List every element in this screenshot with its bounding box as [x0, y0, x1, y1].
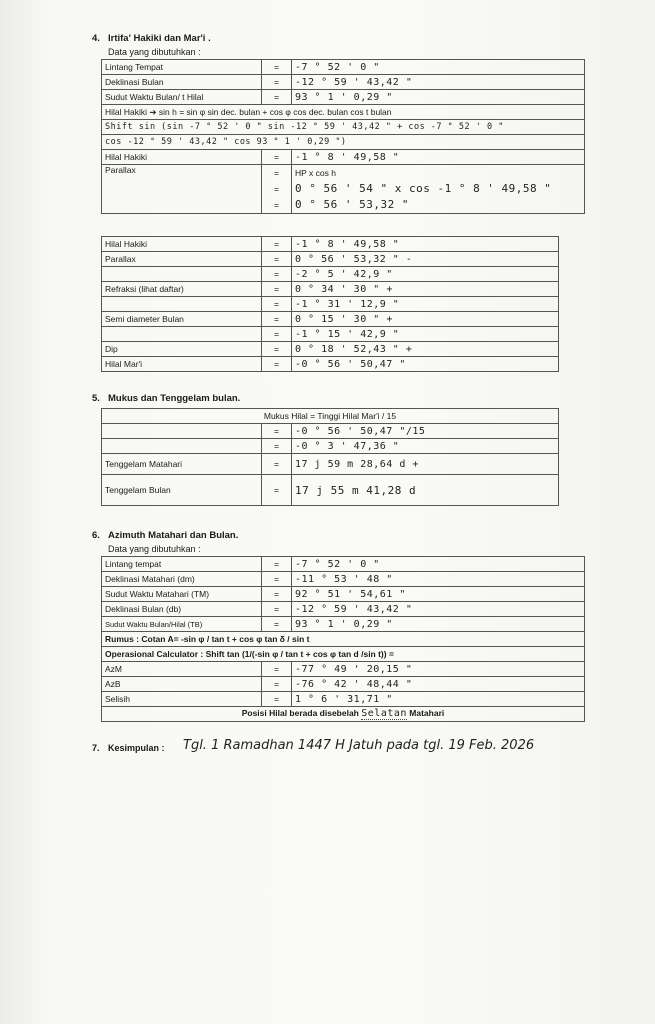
- handwritten-value: 0 ° 15 ' 30 " +: [292, 312, 559, 327]
- table-row: = -2 ° 5 ' 42,9 ": [102, 267, 559, 282]
- row-label: Lintang Tempat: [102, 60, 262, 75]
- mukus-formula: Mukus Hilal = Tinggi Hilal Mar'i / 15: [102, 409, 559, 424]
- table-row: = 0 ° 56 ' 53,32 ": [102, 197, 585, 214]
- handwritten-value: 17 j 55 m 41,28 d: [292, 475, 559, 506]
- table-row: Dip = 0 ° 18 ' 52,43 " +: [102, 342, 559, 357]
- section-4-title: 4. Irtifa' Hakiki dan Mar'i .: [92, 33, 211, 44]
- handwritten-value: 0 ° 56 ' 53,32 " -: [292, 252, 559, 267]
- handwritten-value: 17 j 59 m 28,64 d +: [292, 454, 559, 475]
- formula-row: Hilal Hakiki ➔ sin h = sin φ sin dec. bulan + cos φ cos dec. bulan cos t bulan: [102, 105, 585, 120]
- row-label: Sudut Waktu Bulan/ t Hilal: [102, 90, 262, 105]
- opcalc-row: Operasional Calculator : Shift tan (1/(-sin φ / tan t + cos φ tan d /sin t)) =: [102, 647, 585, 662]
- table-row: = -1 ° 31 ' 12,9 ": [102, 297, 559, 312]
- table-row: Sudut Waktu Matahari (TM) = 92 ° 51 ' 54,61 ": [102, 587, 585, 602]
- table-row: Refraksi (lihat daftar) = 0 ° 34 ' 30 " +: [102, 282, 559, 297]
- section-6-subtitle: Data yang dibutuhkan :: [108, 544, 201, 554]
- handwritten-value: 93 ° 1 ' 0,29 ": [292, 617, 585, 632]
- kesimpulan-text: Tgl. 1 Ramadhan 1447 H Jatuh pada tgl. 19 Feb. 2026: [183, 738, 535, 753]
- rumus-row: Rumus : Cotan A= -sin φ / tan t + cos φ tan δ / sin t: [102, 632, 585, 647]
- table-row: [102, 105, 585, 120]
- table-row: Hilal Mar'i = -0 ° 56 ' 50,47 ": [102, 357, 559, 372]
- section-4-data-table: [101, 59, 585, 214]
- handwritten-value: -1 ° 8 ' 49,58 ": [292, 237, 559, 252]
- table-row: AzB = -76 ° 42 ' 48,44 ": [102, 677, 585, 692]
- table-row: Hilal Hakiki = -1 ° 8 ' 49,58 ": [102, 150, 585, 165]
- handwritten-value: -7 ° 52 ' 0 ": [292, 60, 585, 75]
- table-row: Selisih = 1 ° 6 ' 31,71 ": [102, 692, 585, 707]
- row-label: Deklinasi Bulan: [102, 75, 262, 90]
- table-row: [102, 707, 585, 722]
- table-row: Tenggelam Bulan = 17 j 55 m 41,28 d: [102, 475, 559, 506]
- table-row: = -0 ° 3 ' 47,36 ": [102, 439, 559, 454]
- posisi-hilal-row: Posisi Hilal berada disebelah Selatan Matahari: [102, 707, 585, 722]
- handwritten-value: 1 ° 6 ' 31,71 ": [292, 692, 585, 707]
- table-row: Semi diameter Bulan = 0 ° 15 ' 30 " +: [102, 312, 559, 327]
- section-4-subtitle: Data yang dibutuhkan :: [108, 47, 201, 57]
- handwritten-value: -0 ° 56 ' 50,47 "/15: [292, 424, 559, 439]
- table-row: Lintang tempat = -7 ° 52 ' 0 ": [102, 557, 585, 572]
- table-row: [102, 135, 585, 150]
- handwritten-value: 0 ° 34 ' 30 " +: [292, 282, 559, 297]
- handwritten-value: -1 ° 8 ' 49,58 ": [292, 150, 585, 165]
- handwritten-value: -12 ° 59 ' 43,42 ": [292, 75, 585, 90]
- table-row: = 0 ° 56 ' 54 " x cos -1 ° 8 ' 49,58 ": [102, 181, 585, 197]
- table-row: Sudut Waktu Bulan/ t Hilal = 93 ° 1 ' 0,29 ": [102, 90, 585, 105]
- handwritten-value: -1 ° 15 ' 42,9 ": [292, 327, 559, 342]
- table-row: Parallax = 0 ° 56 ' 53,32 " -: [102, 252, 559, 267]
- handwritten-value: 93 ° 1 ' 0,29 ": [292, 90, 585, 105]
- table-row: AzM = -77 ° 49 ' 20,15 ": [102, 662, 585, 677]
- handwritten-value: -0 ° 56 ' 50,47 ": [292, 357, 559, 372]
- table-row: [102, 632, 585, 647]
- shift-line-1: Shift sin (sin -7 ° 52 ' 0 " sin -12 ° 59 ' 43,42 " + cos -7 ° 52 ' 0 ": [102, 120, 585, 135]
- shift-line-2: cos -12 ° 59 ' 43,42 " cos 93 ° 1 ' 0,29 "): [102, 135, 585, 150]
- table-row: Lintang Tempat = -7 ° 52 ' 0 ": [102, 60, 585, 75]
- table-row: Parallax = HP x cos h: [102, 165, 585, 182]
- handwritten-value: -76 ° 42 ' 48,44 ": [292, 677, 585, 692]
- section-4-result-table: [101, 236, 559, 372]
- table-row: [102, 120, 585, 135]
- section-5-title: 5. Mukus dan Tenggelam bulan.: [92, 393, 241, 404]
- handwritten-value: 0 ° 18 ' 52,43 " +: [292, 342, 559, 357]
- row-label: Parallax: [102, 165, 262, 214]
- table-row: Deklinasi Matahari (dm) = -11 ° 53 ' 48 ": [102, 572, 585, 587]
- posisi-hilal-value: Selatan: [361, 708, 407, 719]
- table-row: Tenggelam Matahari = 17 j 59 m 28,64 d +: [102, 454, 559, 475]
- handwritten-value: -1 ° 31 ' 12,9 ": [292, 297, 559, 312]
- section-7-label: 7. Kesimpulan :: [92, 743, 165, 753]
- handwritten-value: -0 ° 3 ' 47,36 ": [292, 439, 559, 454]
- section-6-title: 6. Azimuth Matahari dan Bulan.: [92, 530, 239, 541]
- section-5-table: [101, 408, 559, 506]
- handwritten-value: -77 ° 49 ' 20,15 ": [292, 662, 585, 677]
- table-row: Deklinasi Bulan (db) = -12 ° 59 ' 43,42 ": [102, 602, 585, 617]
- handwritten-value: 0 ° 56 ' 53,32 ": [292, 197, 585, 214]
- handwritten-value: -11 ° 53 ' 48 ": [292, 572, 585, 587]
- handwritten-value: 0 ° 56 ' 54 " x cos -1 ° 8 ' 49,58 ": [292, 181, 585, 197]
- table-row: = -0 ° 56 ' 50,47 "/15: [102, 424, 559, 439]
- handwritten-value: -7 ° 52 ' 0 ": [292, 557, 585, 572]
- table-row: = -1 ° 15 ' 42,9 ": [102, 327, 559, 342]
- handwritten-value: 92 ° 51 ' 54,61 ": [292, 587, 585, 602]
- table-row: [102, 647, 585, 662]
- handwritten-value: -12 ° 59 ' 43,42 ": [292, 602, 585, 617]
- row-label: Hilal Hakiki: [102, 150, 262, 165]
- table-row: [102, 409, 559, 424]
- table-row: Deklinasi Bulan = -12 ° 59 ' 43,42 ": [102, 75, 585, 90]
- table-row: Sudut Waktu Bulan/Hilal (TB) = 93 ° 1 ' 0,29 ": [102, 617, 585, 632]
- section-6-table: [101, 556, 585, 722]
- parallax-formula: HP x cos h: [292, 165, 585, 182]
- table-row: Hilal Hakiki = -1 ° 8 ' 49,58 ": [102, 237, 559, 252]
- handwritten-value: -2 ° 5 ' 42,9 ": [292, 267, 559, 282]
